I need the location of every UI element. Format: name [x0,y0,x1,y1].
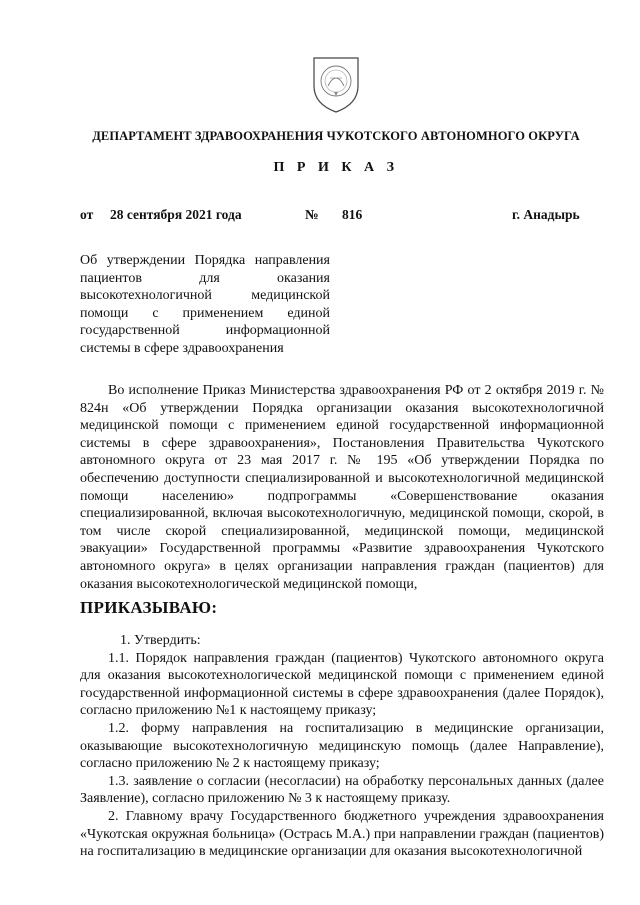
order-number: 816 [342,207,363,222]
order-subject: Об утверждении Порядка направления пациентов для оказания высокотехнологичной медицинской помощи с применением единой государственной информационной системы в сфере здравоохранения [80,253,330,356]
item-1-1: 1.1. Порядок направления граждан (пациентов) Чукотского автономного округа для оказания высокотехнологической медицинской помощи с применением единой государственной информационной системы в сфере здравоохранения (далее Порядок), согласно приложению №1 к настоящему приказу; [80,650,604,719]
item-1: 1. Утвердить: [120,633,201,648]
document-type-title: П Р И К А З [273,160,399,175]
preamble-paragraph: Во исполнение Приказ Министерства здравоохранения РФ от 2 октября 2019 г. № 824н «Об утверждении Порядка организации оказания высокотехнологичной медицинской помощи с применением единой государственной информационной системы в сфере здравоохранения», Постановления Правительства Чукотского автономного округа от 23 мая 2017 г. № 195 «Об утверждении Порядка по обеспечению доступности специализированной и высокотехнологичной медицинской помощи населению» подпрограммы «Совершенствование оказания специализированной, включая высокотехнологичную, медицинской помощи, скорой, в том числе скорой специализированной, медицинской помощи, медицинской эвакуации» Государственной программы «Развитие здравоохранения Чукотского автономного округа» в целях организации направления граждан (пациентов) для оказания высокотехнологической медицинской помощи, [80,383,604,592]
order-city: г. Анадырь [512,207,580,222]
coat-of-arms-emblem [304,52,368,114]
number-sign: № [305,207,319,222]
date-prefix: от [80,207,94,222]
item-1-3: 1.3. заявление о согласии (несогласии) на обработку персональных данных (далее Заявление), согласно приложению № 3 к настоящему приказу. [80,773,604,807]
order-items [80,632,604,861]
department-name: ДЕПАРТАМЕНТ ЗДРАВООХРАНЕНИЯ ЧУКОТСКОГО АВТОНОМНОГО ОКРУГА [92,129,580,143]
order-date: 28 сентября 2021 года [110,207,242,222]
item-1-2: 1.2. форму направления на госпитализацию в медицинские организации, оказывающие высокотехнологичную медицинскую помощь (далее Направление), согласно приложению № 2 к настоящему приказу; [80,720,604,772]
item-2: 2. Главному врачу Государственного бюджетного учреждения здравоохранения «Чукотская окружная больница» (Острась М.А.) при направлении граждан (пациентов) на госпитализацию в медицинские организации для оказания высокотехнологичной [80,808,604,860]
preamble-block [80,382,604,593]
order-command-heading: ПРИКАЗЫВАЮ: [80,598,218,617]
